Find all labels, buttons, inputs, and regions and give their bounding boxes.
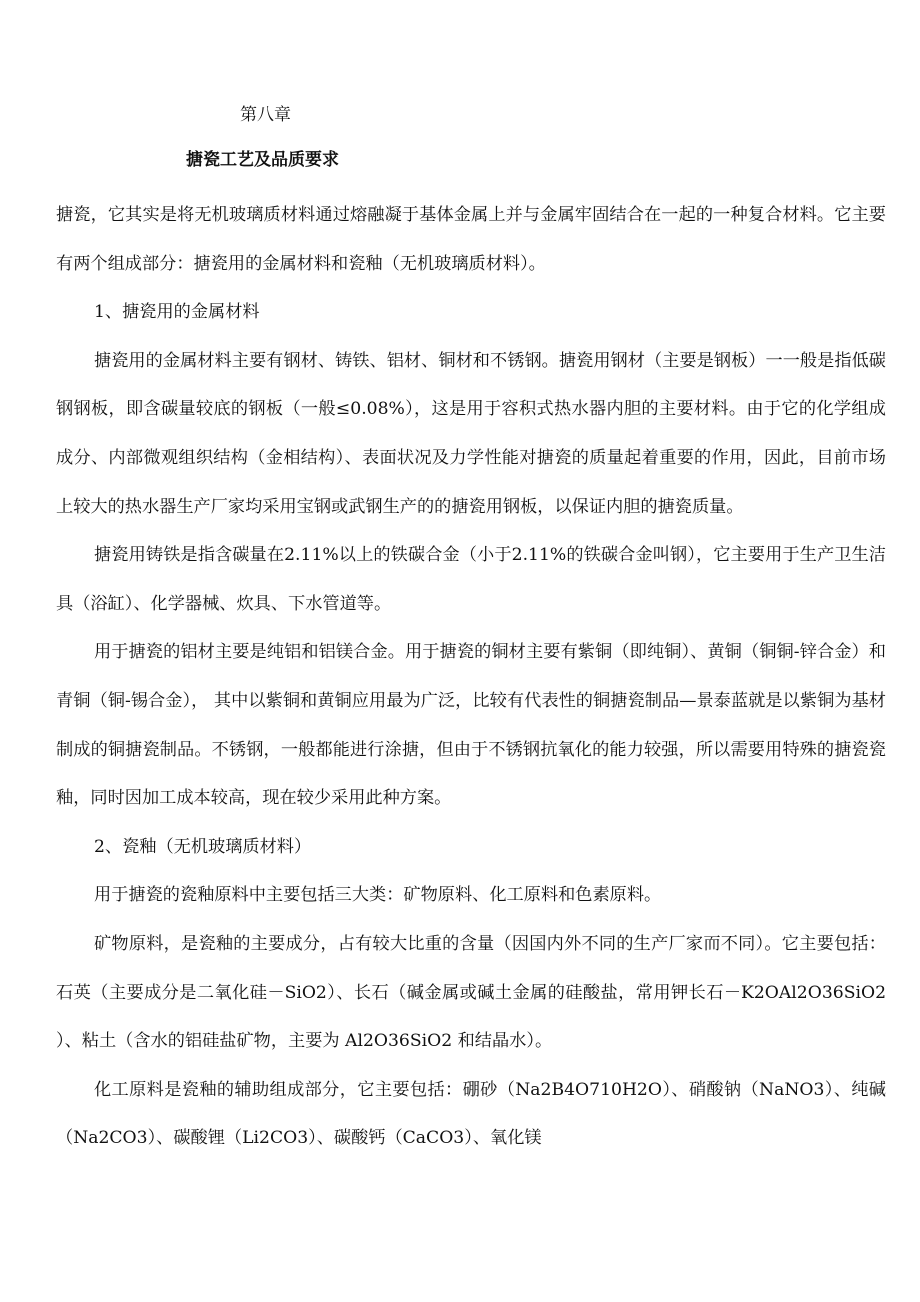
page-title: 搪瓷工艺及品质要求 [186, 150, 339, 170]
paragraph-mineral-materials: 矿物原料，是瓷釉的主要成分，占有较大比重的含量（因国内外不同的生产厂家而不同）。它主要包括：石英（主要成分是二氧化硅－SiO2）、长石（碱金属或碱土金属的硅酸盐，常用钾长石－K2OAl2O36SiO2 ）、粘土（含水的铝硅盐矿物，主要为 Al2O36SiO2 和结晶水）。 [56, 933, 886, 1052]
section-heading-metal: 1、搪瓷用的金属材料 [94, 302, 260, 323]
intro-paragraph: 搪瓷，它其实是将无机玻璃质材料通过熔融凝于基体金属上并与金属牢固结合在一起的一种复合材料。它主要有两个组成部分：搪瓷用的金属材料和瓷釉（无机玻璃质材料）。 [56, 205, 886, 274]
paragraph-aluminum-copper: 用于搪瓷的铝材主要是纯铝和铝镁合金。用于搪瓷的铜材主要有紫铜（即纯铜）、黄铜（铜铜-锌合金）和青铜（铜-锡合金）， 其中以紫铜和黄铜应用最为广泛，比较有代表性的铜搪瓷制品—景泰蓝就是以紫铜为基材制成的铜搪瓷制品。不锈钢，一般都能进行涂搪，但由于不锈钢抗氧化的能力较强，所以需要用特殊的搪瓷瓷釉，同时因加工成本较高，现在较少采用此种方案。 [56, 642, 886, 809]
paragraph-glaze-raw-materials: 用于搪瓷的瓷釉原料中主要包括三大类：矿物原料、化工原料和色素原料。 [94, 885, 662, 906]
section-heading-glaze: 2、瓷釉（无机玻璃质材料） [94, 836, 312, 857]
chapter-heading: 第八章 [240, 105, 291, 125]
paragraph-cast-iron: 搪瓷用铸铁是指含碳量在2.11%以上的铁碳合金（小于2.11%的铁碳合金叫钢），它主要用于生产卫生洁具（浴缸）、化学器械、炊具、下水管道等。 [56, 545, 886, 614]
body-text [56, 191, 886, 1163]
paragraph-metal-materials: 搪瓷用的金属材料主要有钢材、铸铁、铝材、铜材和不锈钢。搪瓷用钢材（主要是钢板）一一般是指低碳钢钢板，即含碳量较底的钢板（一般≤0.08%），这是用于容积式热水器内胆的主要材料。由于它的化学组成成分、内部微观组织结构（金相结构）、表面状况及力学性能对搪瓷的质量起着重要的作用，因此，目前市场上较大的热水器生产厂家均采用宝钢或武钢生产的的搪瓷用钢板，以保证内胆的搪瓷质量。 [56, 350, 886, 517]
paragraph-chemical-materials: 化工原料是瓷釉的辅助组成部分，它主要包括：硼砂（Na2B4O710H2O）、硝酸钠（NaNO3）、纯碱（Na2CO3）、碳酸锂（Li2CO3）、碳酸钙（CaCO3）、氧化镁 [56, 1079, 886, 1149]
